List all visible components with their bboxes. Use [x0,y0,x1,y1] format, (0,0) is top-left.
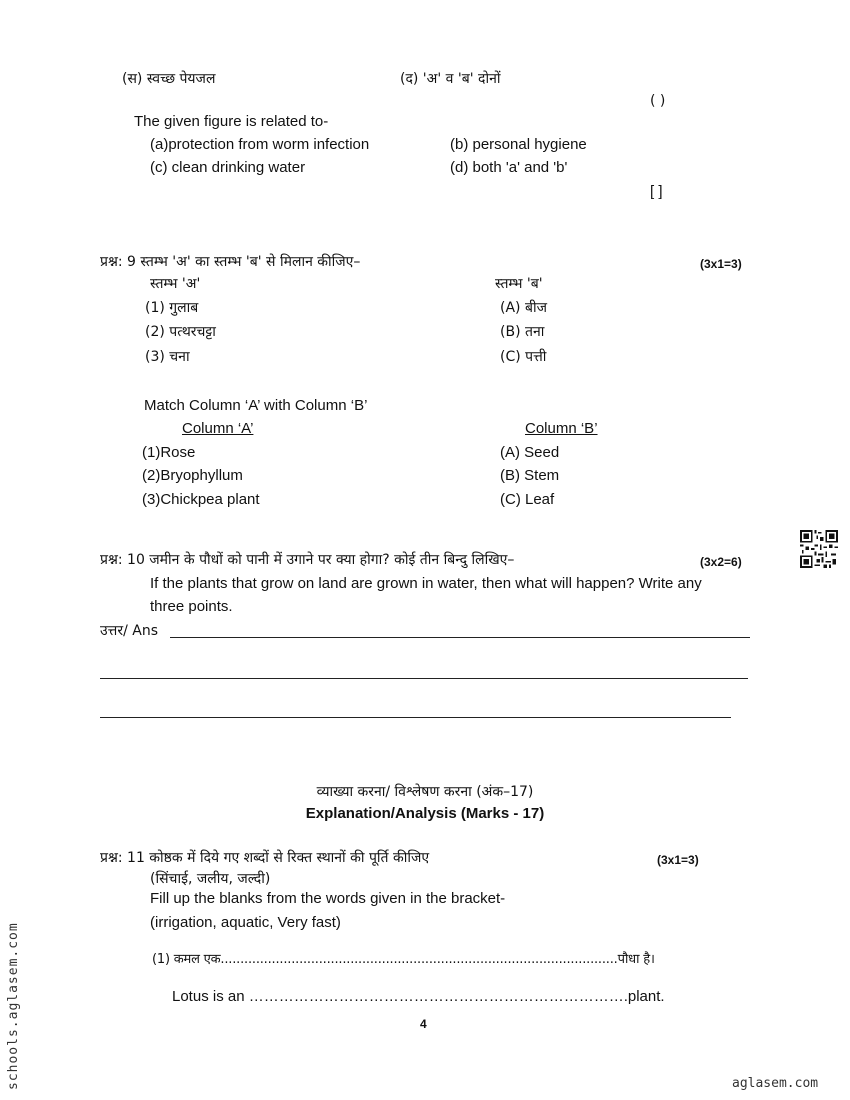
qr-code-icon [800,530,838,568]
q9-hindi-row-2-b: (B) तना [500,324,545,340]
q9-hindi-row-2-a: (2) पत्थरचट्टा [145,324,216,340]
q11-item-1-hindi: (1) कमल एक.....................................................................................................पौधा है। [152,952,655,967]
section-title-hindi: व्याख्या करना/ विश्लेषण करना (अंक–17) [316,784,534,800]
q8-english-option-b: (b) personal hygiene [450,136,587,153]
q8-english-option-a: (a)protection from worm infection [150,136,370,153]
q10-answer-line-2 [100,678,748,679]
q11-marks: (3x1=3) [657,853,699,867]
q9-english-column-b-heading: Column ‘B’ [525,420,598,437]
page-number: 4 [420,1017,427,1031]
q10-hindi-question: प्रश्न: 10 जमीन के पौधों को पानी में उगाने पर क्या होगा? कोई तीन बिन्दु लिखिए– [100,552,515,568]
q8-hindi-option-c: (स) स्वच्छ पेयजल [122,71,216,87]
q9-english-row-1-b: (A) Seed [500,444,560,461]
q9-hindi-row-3-b: (C) पत्ती [500,349,547,365]
q9-english-row-1-a: (1)Rose [142,444,196,461]
q9-english-question: Match Column ‘A’ with Column ‘B’ [144,397,368,414]
q11-hindi-words: (सिंचाई, जलीय, जल्दी) [150,871,271,887]
q9-english-row-3-b: (C) Leaf [500,491,555,508]
q8-hindi-answer-bracket: ( ) [650,93,666,109]
q9-english-row-2-a: (2)Bryophyllum [142,467,243,484]
q10-answer-line-1 [170,637,750,638]
q10-english-question-line-1: If the plants that grow on land are grown in water, then what will happen? Write any [150,575,702,592]
watermark-bottom: aglasem.com [732,1076,819,1091]
q9-english-column-a-heading: Column ‘A’ [182,420,254,437]
q11-hindi-question: प्रश्न: 11 कोष्ठक में दिये गए शब्दों से रिक्त स्थानों की पूर्ति कीजिए [100,850,430,866]
q10-answer-label: उत्तर/ Ans [100,623,158,639]
section-title-english: Explanation/Analysis (Marks - 17) [305,805,545,822]
q8-english-question: The given figure is related to- [134,113,329,130]
q9-hindi-row-1-b: (A) बीज [500,300,547,316]
q9-english-row-2-b: (B) Stem [500,467,560,484]
q9-english-row-3-a: (3)Chickpea plant [142,491,260,508]
q10-english-question-line-2: three points. [150,598,233,615]
q11-item-1-english: Lotus is an ………………………………………………………………….plant. [172,988,665,1005]
q9-marks: (3x1=3) [700,257,742,271]
q9-hindi-column-a-heading: स्तम्भ 'अ' [150,276,201,292]
q9-hindi-question: प्रश्न: 9 स्तम्भ 'अ' का स्तम्भ 'ब' से मिलान कीजिए– [100,254,361,270]
q8-hindi-option-d: (द) 'अ' व 'ब' दोनों [400,71,501,87]
q8-english-option-c: (c) clean drinking water [150,159,306,176]
q10-marks: (3x2=6) [700,555,742,569]
q10-answer-line-3 [100,717,731,718]
q9-hindi-row-1-a: (1) गुलाब [145,300,199,316]
q8-english-option-d: (d) both 'a' and 'b' [450,159,568,176]
q11-english-question: Fill up the blanks from the words given in the bracket- [150,890,506,907]
q9-hindi-column-b-heading: स्तम्भ 'ब' [495,276,543,292]
watermark-side: schools.aglasem.com [6,922,21,1090]
q9-hindi-row-3-a: (3) चना [145,349,190,365]
q11-english-words: (irrigation, aquatic, Very fast) [150,914,341,931]
q8-english-answer-bracket: [ ] [650,183,663,200]
